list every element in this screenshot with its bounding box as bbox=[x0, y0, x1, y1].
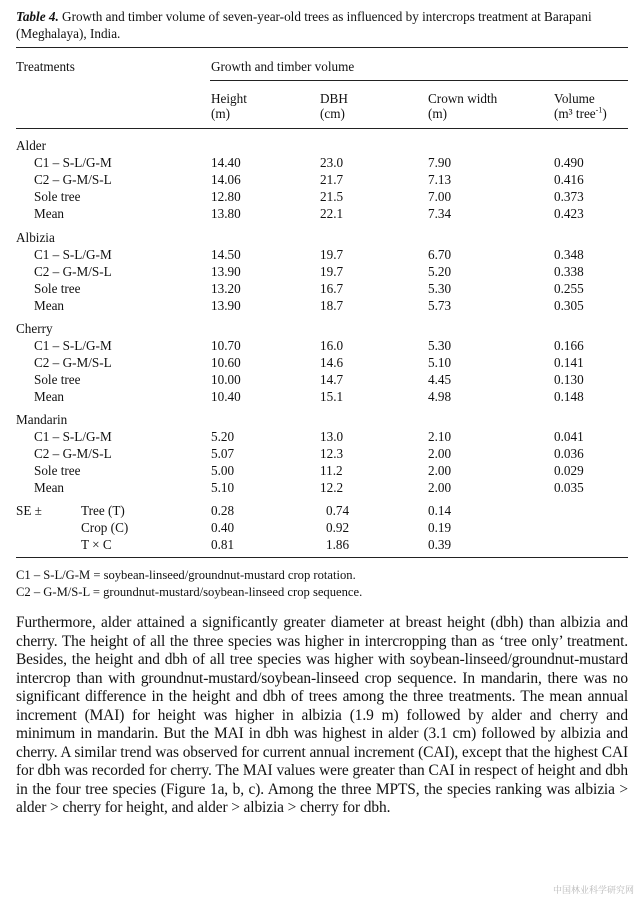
cell-dbh: 13.0 bbox=[320, 429, 344, 444]
cell-height: 12.80 bbox=[211, 189, 241, 204]
cell-volume: 0.148 bbox=[554, 389, 584, 404]
cell-dbh: 12.3 bbox=[320, 446, 344, 461]
cell-height: 10.60 bbox=[211, 355, 241, 370]
cell-volume: 0.338 bbox=[554, 264, 584, 279]
se-dbh: 0.92 bbox=[326, 520, 350, 535]
cell-dbh: 22.1 bbox=[320, 206, 344, 221]
cell-volume: 0.036 bbox=[554, 446, 584, 461]
cell-dbh: 18.7 bbox=[320, 298, 344, 313]
row-label: Sole tree bbox=[34, 189, 81, 204]
cell-crown: 5.30 bbox=[428, 281, 452, 296]
cell-dbh: 14.6 bbox=[320, 355, 344, 370]
row-label: Sole tree bbox=[34, 463, 81, 478]
cell-crown: 7.34 bbox=[428, 206, 452, 221]
se-dbh: 1.86 bbox=[326, 537, 350, 552]
cell-volume: 0.035 bbox=[554, 480, 584, 495]
group-name-cherry: Cherry bbox=[16, 321, 53, 336]
col-header-volume: Volume (m³ tree$^{-1}$) bbox=[554, 91, 607, 121]
row-label: C1 – S-L/G-M bbox=[34, 429, 112, 444]
treatments-header: Treatments bbox=[16, 59, 75, 74]
row-label: C1 – S-L/G-M bbox=[34, 338, 112, 353]
se-row-label: T × C bbox=[81, 537, 112, 552]
cell-crown: 4.98 bbox=[428, 389, 452, 404]
cell-height: 10.40 bbox=[211, 389, 241, 404]
cell-crown: 5.20 bbox=[428, 264, 452, 279]
cell-crown: 2.10 bbox=[428, 429, 452, 444]
table-caption-text: Growth and timber volume of seven-year-old trees as influenced by intercrops treatment at Barapani (Meghalaya), India. bbox=[16, 9, 592, 41]
cell-crown: 5.30 bbox=[428, 338, 452, 353]
cell-dbh: 21.5 bbox=[320, 189, 344, 204]
cell-volume: 0.423 bbox=[554, 206, 584, 221]
group-name-alder: Alder bbox=[16, 138, 47, 153]
cell-dbh: 12.2 bbox=[320, 480, 344, 495]
footnote-c2: C2 – G-M/S-L = groundnut-mustard/soybean-linseed crop sequence. bbox=[16, 585, 363, 599]
cell-crown: 5.73 bbox=[428, 298, 452, 313]
cell-crown: 6.70 bbox=[428, 247, 452, 262]
cell-volume: 0.305 bbox=[554, 298, 584, 313]
row-label: Mean bbox=[34, 480, 65, 495]
row-label: Sole tree bbox=[34, 281, 81, 296]
row-label: C1 – S-L/G-M bbox=[34, 247, 112, 262]
cell-volume: 0.130 bbox=[554, 372, 584, 387]
cell-volume: 0.373 bbox=[554, 189, 584, 204]
table-caption bbox=[16, 8, 628, 42]
table-footnotes bbox=[16, 567, 628, 601]
se-height: 0.81 bbox=[211, 537, 235, 552]
cell-dbh: 16.7 bbox=[320, 281, 344, 296]
cell-crown: 2.00 bbox=[428, 463, 452, 478]
cell-height: 13.90 bbox=[211, 298, 241, 313]
cell-volume: 0.041 bbox=[554, 429, 584, 444]
cell-height: 13.80 bbox=[211, 206, 241, 221]
col-header-crown-width: Crown width (m) bbox=[428, 91, 498, 121]
cell-height: 14.06 bbox=[211, 172, 241, 187]
table-top-rule bbox=[16, 47, 628, 48]
cell-dbh: 16.0 bbox=[320, 338, 344, 353]
cell-crown: 5.10 bbox=[428, 355, 452, 370]
cell-dbh: 19.7 bbox=[320, 264, 344, 279]
cell-crown: 7.00 bbox=[428, 189, 452, 204]
growth-group-header: Growth and timber volume bbox=[211, 59, 355, 74]
row-label: C2 – G-M/S-L bbox=[34, 355, 112, 370]
row-label: Sole tree bbox=[34, 372, 81, 387]
cell-dbh: 19.7 bbox=[320, 247, 344, 262]
cell-volume: 0.416 bbox=[554, 172, 584, 187]
cell-height: 13.20 bbox=[211, 281, 241, 296]
cell-volume: 0.490 bbox=[554, 155, 584, 170]
cell-volume: 0.029 bbox=[554, 463, 584, 478]
row-label: C2 – G-M/S-L bbox=[34, 172, 112, 187]
cell-crown: 2.00 bbox=[428, 446, 452, 461]
se-height: 0.28 bbox=[211, 503, 235, 518]
se-row-label: Tree (T) bbox=[81, 503, 125, 518]
cell-height: 14.40 bbox=[211, 155, 241, 170]
cell-height: 10.70 bbox=[211, 338, 241, 353]
se-crown: 0.19 bbox=[428, 520, 452, 535]
group-header-rule bbox=[210, 80, 628, 81]
row-label: C1 – S-L/G-M bbox=[34, 155, 112, 170]
cell-crown: 7.90 bbox=[428, 155, 452, 170]
cell-dbh: 15.1 bbox=[320, 389, 344, 404]
table-bottom-rule bbox=[16, 557, 628, 558]
cell-height: 10.00 bbox=[211, 372, 241, 387]
cell-height: 5.20 bbox=[211, 429, 235, 444]
group-name-mandarin: Mandarin bbox=[16, 412, 68, 427]
cell-height: 5.00 bbox=[211, 463, 235, 478]
row-label: Mean bbox=[34, 298, 65, 313]
cell-volume: 0.166 bbox=[554, 338, 584, 353]
col-header-dbh: DBH (cm) bbox=[320, 91, 348, 121]
cell-crown: 2.00 bbox=[428, 480, 452, 495]
cell-dbh: 14.7 bbox=[320, 372, 344, 387]
cell-crown: 4.45 bbox=[428, 372, 452, 387]
cell-volume: 0.348 bbox=[554, 247, 584, 262]
se-crown: 0.14 bbox=[428, 503, 452, 518]
se-crown: 0.39 bbox=[428, 537, 452, 552]
cell-volume: 0.141 bbox=[554, 355, 584, 370]
cell-height: 13.90 bbox=[211, 264, 241, 279]
cell-height: 5.07 bbox=[211, 446, 235, 461]
table-label: Table 4. bbox=[16, 9, 59, 24]
cell-volume: 0.255 bbox=[554, 281, 584, 296]
body-paragraph: Furthermore, alder attained a significantly greater diameter at breast height (dbh) than albizia and cherry. The height of all the three species was higher in intercropping than as ‘tree only’ treatment. Besides, the height and dbh of all tree species was higher with soybean-linseed/groundnut-mustard intercrop than with groundnut-mustard/soybean-linseed crop sequence. In mandarin, there was no significant difference in the height and dbh of trees among the three treatments. The mean annual increment (MAI) for height was higher in albizia (1.9 m) followed by alder and cherry and minimum in mandarin. But the MAI in dbh was highest in alder (3.1 cm) followed by albizia and cherry. A similar trend was observed for current annual increment (CAI), except that the highest CAI for dbh was recorded for cherry. The MAI values were greater than CAI in respect of height and dbh in the four tree species (Figure 1a, b, c). Among the three MPTS, the species ranking was albizia > alder > cherry for height, and alder > albizia > cherry for dbh. bbox=[16, 614, 628, 816]
row-label: Mean bbox=[34, 206, 65, 221]
se-row-label: Crop (C) bbox=[81, 520, 129, 535]
col-header-height: Height (m) bbox=[211, 91, 247, 121]
cell-crown: 7.13 bbox=[428, 172, 452, 187]
cell-dbh: 21.7 bbox=[320, 172, 344, 187]
se-label: SE ± bbox=[16, 503, 42, 518]
se-dbh: 0.74 bbox=[326, 503, 350, 518]
header-bottom-rule bbox=[16, 128, 628, 129]
watermark: 中国林业科学研究网 bbox=[552, 886, 634, 896]
row-label: C2 – G-M/S-L bbox=[34, 446, 112, 461]
cell-height: 14.50 bbox=[211, 247, 241, 262]
row-label: Mean bbox=[34, 389, 65, 404]
group-name-albizia: Albizia bbox=[16, 230, 55, 245]
row-label: C2 – G-M/S-L bbox=[34, 264, 112, 279]
cell-dbh: 23.0 bbox=[320, 155, 344, 170]
se-height: 0.40 bbox=[211, 520, 235, 535]
cell-dbh: 11.2 bbox=[320, 463, 343, 478]
footnote-c1: C1 – S-L/G-M = soybean-linseed/groundnut-mustard crop rotation. bbox=[16, 568, 356, 582]
cell-height: 5.10 bbox=[211, 480, 235, 495]
